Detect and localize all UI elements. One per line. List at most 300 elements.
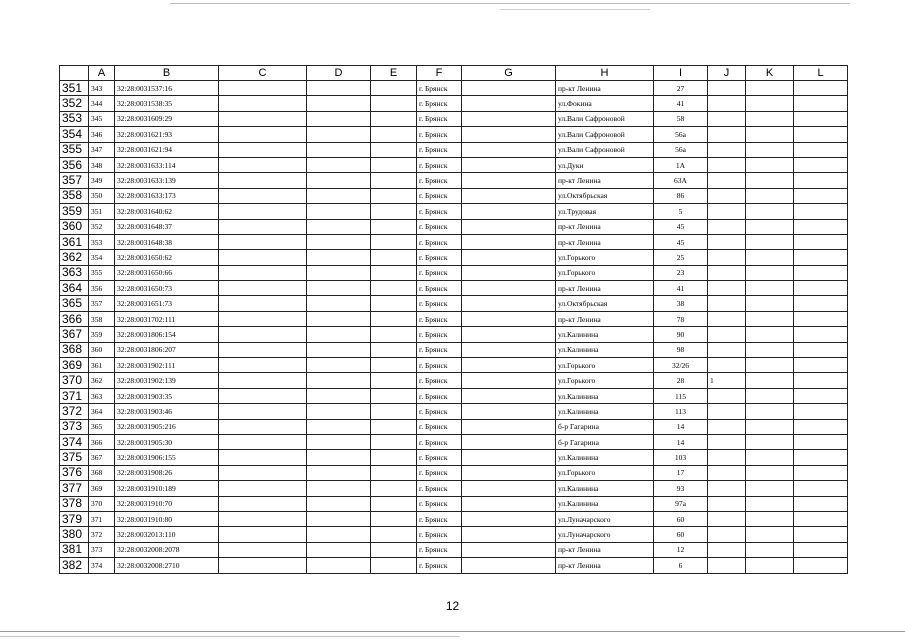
cell-a: 364 bbox=[89, 404, 115, 419]
cell-e bbox=[371, 142, 417, 157]
cell-k bbox=[746, 281, 794, 296]
cell-h: ул.Фокина bbox=[556, 96, 654, 111]
cell-l bbox=[794, 157, 848, 172]
cell-d bbox=[307, 527, 371, 542]
cell-k bbox=[746, 404, 794, 419]
cell-i: 41 bbox=[654, 281, 708, 296]
cell-a: 355 bbox=[89, 265, 115, 280]
cell-g bbox=[462, 373, 556, 388]
cell-b: 32:28:0032013:110 bbox=[115, 527, 219, 542]
cell-d bbox=[307, 558, 371, 573]
cell-e bbox=[371, 434, 417, 449]
cell-e bbox=[371, 265, 417, 280]
cell-f: г. Брянск bbox=[417, 173, 462, 188]
cell-e bbox=[371, 311, 417, 326]
cell-e bbox=[371, 342, 417, 357]
cell-b: 32:28:0032008:2710 bbox=[115, 558, 219, 573]
cell-j bbox=[708, 311, 746, 326]
cell-d bbox=[307, 281, 371, 296]
row-number: 374 bbox=[60, 434, 89, 449]
table-row bbox=[60, 465, 848, 480]
cell-b: 32:28:0031650:66 bbox=[115, 265, 219, 280]
row-number: 367 bbox=[60, 327, 89, 342]
cell-h: пр-кт Ленина bbox=[556, 281, 654, 296]
cell-b: 32:28:0031648:38 bbox=[115, 234, 219, 249]
cell-c bbox=[219, 450, 307, 465]
cell-d bbox=[307, 342, 371, 357]
cell-l bbox=[794, 81, 848, 96]
cell-k bbox=[746, 558, 794, 573]
cell-d bbox=[307, 465, 371, 480]
cell-a: 368 bbox=[89, 465, 115, 480]
cell-g bbox=[462, 127, 556, 142]
cell-l bbox=[794, 219, 848, 234]
table-row bbox=[60, 281, 848, 296]
row-number: 380 bbox=[60, 527, 89, 542]
table-row bbox=[60, 388, 848, 403]
cell-k bbox=[746, 96, 794, 111]
cell-j bbox=[708, 527, 746, 542]
cell-g bbox=[462, 434, 556, 449]
cell-h: ул.Вали Сафроновой bbox=[556, 142, 654, 157]
cell-c bbox=[219, 188, 307, 203]
row-number: 353 bbox=[60, 111, 89, 126]
cell-a: 344 bbox=[89, 96, 115, 111]
table-row bbox=[60, 450, 848, 465]
cell-k bbox=[746, 542, 794, 557]
cell-j bbox=[708, 250, 746, 265]
cell-k bbox=[746, 311, 794, 326]
cell-g bbox=[462, 388, 556, 403]
cell-f: г. Брянск bbox=[417, 127, 462, 142]
cell-c bbox=[219, 296, 307, 311]
cell-g bbox=[462, 157, 556, 172]
cell-l bbox=[794, 450, 848, 465]
cell-l bbox=[794, 127, 848, 142]
cell-c bbox=[219, 465, 307, 480]
table-row bbox=[60, 511, 848, 526]
cell-d bbox=[307, 327, 371, 342]
cell-b: 32:28:0031910:70 bbox=[115, 496, 219, 511]
cell-g bbox=[462, 358, 556, 373]
cell-b: 32:28:0031621:93 bbox=[115, 127, 219, 142]
spreadsheet-table bbox=[59, 65, 848, 574]
cell-h: ул.Горького bbox=[556, 373, 654, 388]
cell-l bbox=[794, 358, 848, 373]
cell-k bbox=[746, 496, 794, 511]
cell-f: г. Брянск bbox=[417, 465, 462, 480]
cell-a: 358 bbox=[89, 311, 115, 326]
cell-k bbox=[746, 527, 794, 542]
cell-b: 32:28:0031806:207 bbox=[115, 342, 219, 357]
cell-h: ул.Луначарского bbox=[556, 511, 654, 526]
cell-f: г. Брянск bbox=[417, 450, 462, 465]
cell-g bbox=[462, 234, 556, 249]
cell-k bbox=[746, 204, 794, 219]
cell-c bbox=[219, 404, 307, 419]
table-row bbox=[60, 558, 848, 573]
cell-e bbox=[371, 188, 417, 203]
cell-c bbox=[219, 342, 307, 357]
cell-j: 1 bbox=[708, 373, 746, 388]
cell-e bbox=[371, 450, 417, 465]
cell-j bbox=[708, 481, 746, 496]
cell-a: 363 bbox=[89, 388, 115, 403]
cell-a: 352 bbox=[89, 219, 115, 234]
cell-a: 366 bbox=[89, 434, 115, 449]
cell-h: пр-кт Ленина bbox=[556, 311, 654, 326]
table-row bbox=[60, 542, 848, 557]
cell-d bbox=[307, 404, 371, 419]
cell-f: г. Брянск bbox=[417, 96, 462, 111]
cell-a: 354 bbox=[89, 250, 115, 265]
cell-j bbox=[708, 111, 746, 126]
cell-j bbox=[708, 142, 746, 157]
cell-l bbox=[794, 234, 848, 249]
table-row bbox=[60, 96, 848, 111]
cell-a: 362 bbox=[89, 373, 115, 388]
cell-i: 90 bbox=[654, 327, 708, 342]
cell-k bbox=[746, 111, 794, 126]
cell-a: 367 bbox=[89, 450, 115, 465]
cell-i: 103 bbox=[654, 450, 708, 465]
cell-j bbox=[708, 219, 746, 234]
cell-f: г. Брянск bbox=[417, 481, 462, 496]
row-number: 368 bbox=[60, 342, 89, 357]
cell-b: 32:28:0031651:73 bbox=[115, 296, 219, 311]
cell-g bbox=[462, 527, 556, 542]
cell-l bbox=[794, 419, 848, 434]
cell-b: 32:28:0031902:139 bbox=[115, 373, 219, 388]
cell-f: г. Брянск bbox=[417, 188, 462, 203]
cell-a: 374 bbox=[89, 558, 115, 573]
cell-b: 32:28:0031640:62 bbox=[115, 204, 219, 219]
row-number: 377 bbox=[60, 481, 89, 496]
cell-k bbox=[746, 358, 794, 373]
table-row bbox=[60, 373, 848, 388]
cell-a: 359 bbox=[89, 327, 115, 342]
cell-e bbox=[371, 96, 417, 111]
cell-c bbox=[219, 327, 307, 342]
row-number: 352 bbox=[60, 96, 89, 111]
table-row bbox=[60, 204, 848, 219]
cell-h: ул.Калинина bbox=[556, 327, 654, 342]
cell-b: 32:28:0031633:114 bbox=[115, 157, 219, 172]
table-row bbox=[60, 111, 848, 126]
cell-h: пр-кт Ленина bbox=[556, 173, 654, 188]
cell-j bbox=[708, 542, 746, 557]
cell-b: 32:28:0031537:16 bbox=[115, 81, 219, 96]
cell-c bbox=[219, 481, 307, 496]
row-number: 381 bbox=[60, 542, 89, 557]
cell-i: 86 bbox=[654, 188, 708, 203]
cell-l bbox=[794, 173, 848, 188]
cell-e bbox=[371, 358, 417, 373]
cell-j bbox=[708, 234, 746, 249]
cell-b: 32:28:0031903:46 bbox=[115, 404, 219, 419]
column-header-a: A bbox=[89, 66, 115, 81]
cell-f: г. Брянск bbox=[417, 388, 462, 403]
cell-k bbox=[746, 419, 794, 434]
cell-h: ул.Октябрьская bbox=[556, 188, 654, 203]
cell-f: г. Брянск bbox=[417, 404, 462, 419]
cell-i: 14 bbox=[654, 419, 708, 434]
cell-l bbox=[794, 481, 848, 496]
cell-d bbox=[307, 157, 371, 172]
cell-l bbox=[794, 311, 848, 326]
cell-j bbox=[708, 450, 746, 465]
cell-h: ул.Вали Сафроновой bbox=[556, 127, 654, 142]
table-row bbox=[60, 434, 848, 449]
cell-d bbox=[307, 81, 371, 96]
row-number: 354 bbox=[60, 127, 89, 142]
cell-h: пр-кт Ленина bbox=[556, 81, 654, 96]
cell-i: 14 bbox=[654, 434, 708, 449]
cell-b: 32:28:0031908:26 bbox=[115, 465, 219, 480]
cell-j bbox=[708, 388, 746, 403]
row-number: 351 bbox=[60, 81, 89, 96]
corner-header-cell bbox=[60, 66, 89, 81]
row-number: 358 bbox=[60, 188, 89, 203]
table-row bbox=[60, 311, 848, 326]
row-number: 378 bbox=[60, 496, 89, 511]
cell-h: ул.Вали Сафроновой bbox=[556, 111, 654, 126]
row-number: 372 bbox=[60, 404, 89, 419]
cell-e bbox=[371, 419, 417, 434]
row-number: 379 bbox=[60, 511, 89, 526]
column-header-l: L bbox=[794, 66, 848, 81]
cell-i: 1А bbox=[654, 157, 708, 172]
cell-g bbox=[462, 188, 556, 203]
cell-a: 343 bbox=[89, 81, 115, 96]
row-number: 376 bbox=[60, 465, 89, 480]
cell-e bbox=[371, 250, 417, 265]
cell-c bbox=[219, 373, 307, 388]
row-number: 360 bbox=[60, 219, 89, 234]
cell-e bbox=[371, 81, 417, 96]
cell-b: 32:28:0031609:29 bbox=[115, 111, 219, 126]
column-header-b: B bbox=[115, 66, 219, 81]
row-number: 370 bbox=[60, 373, 89, 388]
cell-l bbox=[794, 327, 848, 342]
cell-j bbox=[708, 465, 746, 480]
cell-i: 32/26 bbox=[654, 358, 708, 373]
cell-c bbox=[219, 81, 307, 96]
cell-j bbox=[708, 296, 746, 311]
cell-j bbox=[708, 204, 746, 219]
cell-c bbox=[219, 111, 307, 126]
cell-g bbox=[462, 542, 556, 557]
cell-d bbox=[307, 219, 371, 234]
row-number: 361 bbox=[60, 234, 89, 249]
row-number: 363 bbox=[60, 265, 89, 280]
cell-l bbox=[794, 542, 848, 557]
table-row bbox=[60, 250, 848, 265]
cell-c bbox=[219, 527, 307, 542]
cell-e bbox=[371, 465, 417, 480]
cell-a: 370 bbox=[89, 496, 115, 511]
cell-i: 58 bbox=[654, 111, 708, 126]
cell-f: г. Брянск bbox=[417, 157, 462, 172]
cell-d bbox=[307, 358, 371, 373]
cell-g bbox=[462, 558, 556, 573]
row-number: 382 bbox=[60, 558, 89, 573]
table-row bbox=[60, 265, 848, 280]
cell-l bbox=[794, 434, 848, 449]
row-number: 366 bbox=[60, 311, 89, 326]
cell-f: г. Брянск bbox=[417, 527, 462, 542]
cell-e bbox=[371, 558, 417, 573]
table-row bbox=[60, 81, 848, 96]
cell-d bbox=[307, 450, 371, 465]
cell-l bbox=[794, 281, 848, 296]
cell-k bbox=[746, 157, 794, 172]
column-header-i: I bbox=[654, 66, 708, 81]
row-number: 362 bbox=[60, 250, 89, 265]
cell-h: ул.Луначарского bbox=[556, 527, 654, 542]
cell-k bbox=[746, 481, 794, 496]
cell-k bbox=[746, 265, 794, 280]
cell-l bbox=[794, 250, 848, 265]
row-number: 373 bbox=[60, 419, 89, 434]
row-number: 371 bbox=[60, 388, 89, 403]
cell-k bbox=[746, 434, 794, 449]
cell-i: 56а bbox=[654, 127, 708, 142]
cell-h: б-р Гагарина bbox=[556, 419, 654, 434]
cell-g bbox=[462, 450, 556, 465]
cell-f: г. Брянск bbox=[417, 296, 462, 311]
cell-l bbox=[794, 404, 848, 419]
cell-a: 349 bbox=[89, 173, 115, 188]
cell-d bbox=[307, 142, 371, 157]
cell-i: 45 bbox=[654, 219, 708, 234]
cell-c bbox=[219, 434, 307, 449]
cell-k bbox=[746, 465, 794, 480]
cell-e bbox=[371, 327, 417, 342]
cell-h: ул.Горького bbox=[556, 265, 654, 280]
cell-b: 32:28:0031621:94 bbox=[115, 142, 219, 157]
table-row bbox=[60, 419, 848, 434]
cell-k bbox=[746, 234, 794, 249]
cell-a: 371 bbox=[89, 511, 115, 526]
cell-g bbox=[462, 404, 556, 419]
cell-d bbox=[307, 250, 371, 265]
cell-d bbox=[307, 419, 371, 434]
cell-c bbox=[219, 358, 307, 373]
cell-b: 32:28:0032008:2078 bbox=[115, 542, 219, 557]
cell-b: 32:28:0031905:30 bbox=[115, 434, 219, 449]
cell-g bbox=[462, 481, 556, 496]
cell-e bbox=[371, 111, 417, 126]
cell-g bbox=[462, 311, 556, 326]
table-row bbox=[60, 358, 848, 373]
cell-e bbox=[371, 527, 417, 542]
cell-b: 32:28:0031648:37 bbox=[115, 219, 219, 234]
cell-h: ул.Калинина bbox=[556, 450, 654, 465]
column-header-e: E bbox=[371, 66, 417, 81]
cell-c bbox=[219, 96, 307, 111]
cell-j bbox=[708, 496, 746, 511]
cell-i: 60 bbox=[654, 511, 708, 526]
cell-c bbox=[219, 311, 307, 326]
cell-f: г. Брянск bbox=[417, 250, 462, 265]
cell-k bbox=[746, 188, 794, 203]
cell-l bbox=[794, 496, 848, 511]
cell-h: ул.Горького bbox=[556, 465, 654, 480]
scan-artifact-line bbox=[170, 3, 850, 4]
cell-a: 350 bbox=[89, 188, 115, 203]
cell-c bbox=[219, 281, 307, 296]
cell-b: 32:28:0031806:154 bbox=[115, 327, 219, 342]
cell-g bbox=[462, 250, 556, 265]
cell-c bbox=[219, 204, 307, 219]
column-header-row bbox=[60, 66, 848, 81]
cell-f: г. Брянск bbox=[417, 204, 462, 219]
table-row bbox=[60, 296, 848, 311]
cell-l bbox=[794, 296, 848, 311]
cell-a: 353 bbox=[89, 234, 115, 249]
table-row bbox=[60, 327, 848, 342]
cell-b: 32:28:0031702:111 bbox=[115, 311, 219, 326]
cell-j bbox=[708, 281, 746, 296]
row-number: 356 bbox=[60, 157, 89, 172]
cell-d bbox=[307, 96, 371, 111]
cell-d bbox=[307, 481, 371, 496]
cell-g bbox=[462, 111, 556, 126]
cell-a: 357 bbox=[89, 296, 115, 311]
cell-a: 360 bbox=[89, 342, 115, 357]
cell-l bbox=[794, 188, 848, 203]
column-header-k: K bbox=[746, 66, 794, 81]
cell-i: 98 bbox=[654, 342, 708, 357]
column-header-d: D bbox=[307, 66, 371, 81]
cell-a: 348 bbox=[89, 157, 115, 172]
cell-l bbox=[794, 204, 848, 219]
cell-k bbox=[746, 450, 794, 465]
cell-a: 347 bbox=[89, 142, 115, 157]
cell-i: 113 bbox=[654, 404, 708, 419]
cell-f: г. Брянск bbox=[417, 434, 462, 449]
cell-j bbox=[708, 327, 746, 342]
cell-i: 115 bbox=[654, 388, 708, 403]
cell-f: г. Брянск bbox=[417, 219, 462, 234]
cell-b: 32:28:0031905:216 bbox=[115, 419, 219, 434]
cell-k bbox=[746, 142, 794, 157]
cell-i: 78 bbox=[654, 311, 708, 326]
cell-i: 25 bbox=[654, 250, 708, 265]
cell-e bbox=[371, 234, 417, 249]
column-header-j: J bbox=[708, 66, 746, 81]
cell-h: б-р Гагарина bbox=[556, 434, 654, 449]
cell-b: 32:28:0031903:35 bbox=[115, 388, 219, 403]
cell-j bbox=[708, 173, 746, 188]
cell-l bbox=[794, 558, 848, 573]
cell-l bbox=[794, 373, 848, 388]
cell-g bbox=[462, 81, 556, 96]
cell-f: г. Брянск bbox=[417, 358, 462, 373]
cell-h: ул.Горького bbox=[556, 250, 654, 265]
cell-d bbox=[307, 188, 371, 203]
cell-b: 32:28:0031910:80 bbox=[115, 511, 219, 526]
cell-b: 32:28:0031906:155 bbox=[115, 450, 219, 465]
cell-i: 28 bbox=[654, 373, 708, 388]
cell-h: ул.Калинина bbox=[556, 404, 654, 419]
cell-f: г. Брянск bbox=[417, 142, 462, 157]
cell-e bbox=[371, 296, 417, 311]
cell-f: г. Брянск bbox=[417, 265, 462, 280]
cell-a: 372 bbox=[89, 527, 115, 542]
cell-j bbox=[708, 358, 746, 373]
